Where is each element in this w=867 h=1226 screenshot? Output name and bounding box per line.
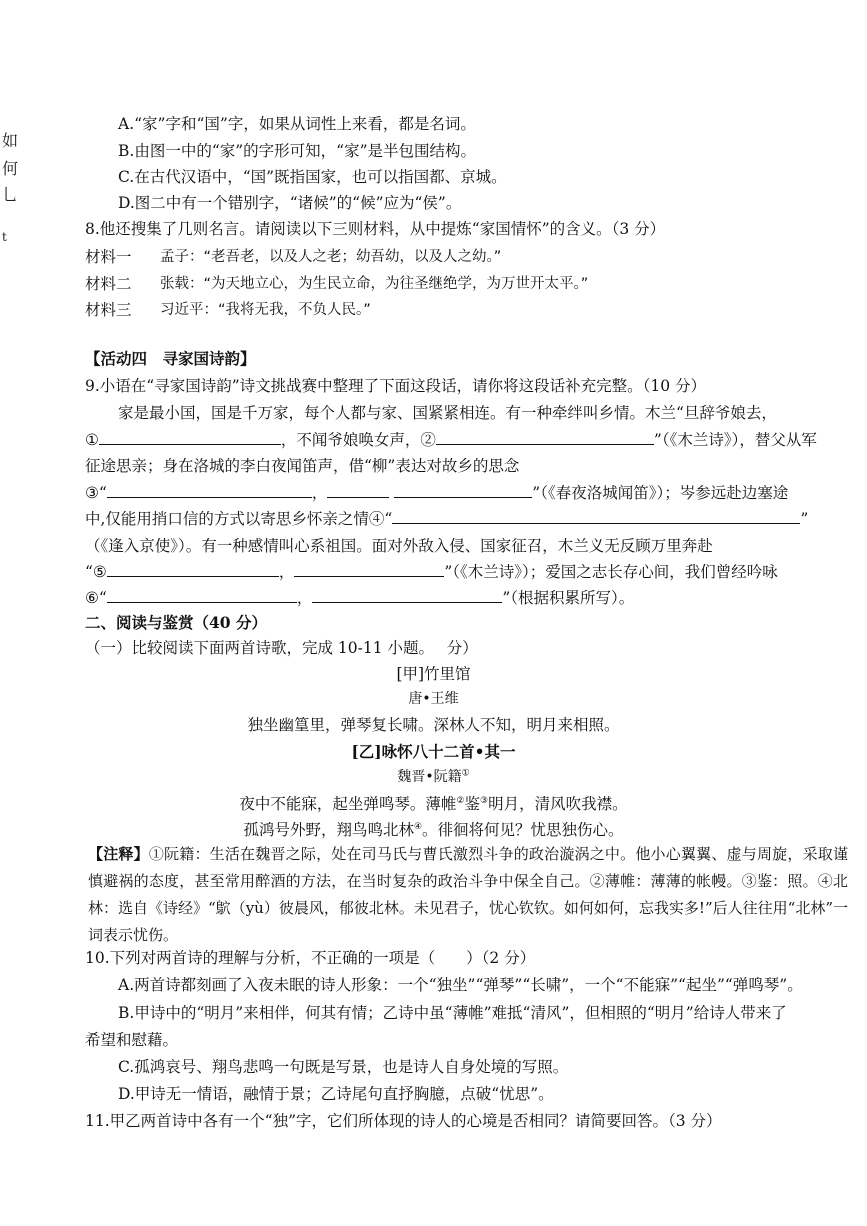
poem-text: 明月，清风吹我襟。 <box>488 795 628 813</box>
answer-blank[interactable] <box>312 588 502 603</box>
poem-b-line-1 <box>0 792 867 814</box>
notes-text: ①阮籍：生活在魏晋之际，处在司马氏与曹氏激烈斗争的政治漩涡之中。他小心翼翼、虚与周旋，采取谨慎避祸的态度，甚至常用醉酒的方法，在当时复杂的政治斗争中保全自己。②薄帷：薄薄的帐幔。③鉴：照。④北林：选自《诗经》“鴥（yù）彼晨风，郁彼北林。未见君子，忧心钦钦。如何如何，忘我实多!”后人往往用“北林”一词表示忧伤。 <box>88 845 848 944</box>
poem-a-text: 独坐幽篁里，弹琴复长啸。深林人不知，明月来相照。 <box>247 716 620 734</box>
q9-line-8 <box>85 586 634 608</box>
q9-text: ， <box>311 484 328 502</box>
q9-line-4 <box>85 481 788 503</box>
q9-text: ”（《春夜洛城闻笛》）；岑参远赴边塞途 <box>532 484 789 502</box>
q10-option-b-cont: 希望和慰藉。 <box>85 1031 179 1049</box>
margin-char: 何 <box>2 159 19 178</box>
answer-blank[interactable] <box>107 588 297 603</box>
q10-option-d: D.甲诗无一情语，融情于景；乙诗尾句直抒胸臆，点破“忧思”。 <box>118 1085 554 1103</box>
poem-b-author-name: 魏晋•阮籍 <box>397 769 462 785</box>
margin-char: 如 <box>2 131 19 150</box>
q8-stem: 8.他还搜集了几则名言。请阅读以下三则材料，从中提炼“家国情怀”的含义。（3 分） <box>85 220 666 238</box>
q9-text: ， <box>296 589 313 607</box>
answer-blank[interactable] <box>294 562 444 577</box>
q9-mark: ① <box>85 431 99 449</box>
q10-option-c: C.孤鸿哀号、翔鸟悲鸣一句既是写景，也是诗人自身处境的写照。 <box>118 1058 569 1076</box>
answer-blank[interactable] <box>99 430 281 445</box>
q11-stem: 11.甲乙两首诗中各有一个“独”字，它们所体现的诗人的心境是否相同？请简要回答。（3 分） <box>85 1112 722 1130</box>
answer-blank[interactable] <box>436 430 654 445</box>
notes-label: 【注释】 <box>88 845 149 863</box>
q9-line-2 <box>85 428 817 450</box>
q7-option-d: D.图二中有一个错别字，“诸候”的“候”应为“侯”。 <box>118 194 462 212</box>
poem-b-author <box>0 766 867 786</box>
q9-line-5 <box>85 507 808 529</box>
footnote-mark: ② <box>456 795 465 806</box>
poem-text: 。徘徊将何见？忧思独伤心。 <box>422 821 624 839</box>
material-label: 材料二 <box>85 275 132 293</box>
poem-b-line-2 <box>0 818 867 840</box>
part-stem: （一）比较阅读下面两首诗歌，完成 10-11 小题。 分） <box>85 639 478 657</box>
q7-option-b: B.由图一中的“家”的字形可知，“家”是半包围结构。 <box>118 142 477 160</box>
q9-text: ”（《木兰诗》），替父从军 <box>653 431 817 449</box>
q7-option-a: A.“家”字和“国”字，如果从词性上来看，都是名词。 <box>118 115 476 133</box>
material-label: 材料一 <box>85 248 132 266</box>
notes <box>88 841 848 949</box>
poem-text: 夜中不能寐，起坐弹鸣琴。薄帷 <box>239 795 457 813</box>
q9-mark: “⑤ <box>85 563 107 581</box>
margin-char: t <box>2 230 7 244</box>
poem-a-author: 唐•王维 <box>408 691 459 707</box>
footnote-mark: ④ <box>413 821 423 832</box>
material-text: 张载：“为天地立心，为生民立命，为往圣继绝学，为万世开太平。” <box>160 276 589 292</box>
q9-line-1: 家是最小国，国是千万家，每个人都与家、国紧紧相连。有一种牵绊叫乡情。木兰“旦辞爷娘去， <box>118 404 777 422</box>
q10-option-a: A.两首诗都刻画了入夜未眠的诗人形象：一个“独坐”“弹琴”“长啸”，一个“不能寐”“起坐”“弹鸣琴”。 <box>118 976 803 994</box>
answer-blank[interactable] <box>392 509 800 524</box>
section-title: 二、阅读与鉴赏（40 分） <box>85 613 267 632</box>
q9-text: ， <box>278 563 295 581</box>
q9-mark: ⑥“ <box>85 589 107 607</box>
q9-line-7 <box>85 560 778 582</box>
q9-mark: ③“ <box>85 484 107 502</box>
answer-blank[interactable] <box>107 483 312 498</box>
poem-text: 孤鸿号外野，翔鸟鸣北林 <box>243 821 414 839</box>
activity-title: 【活动四 寻家国诗韵】 <box>85 349 256 368</box>
q9-stem: 9.小语在“寻家国诗韵”诗文挑战赛中整理了下面这段话，请你将这段话补充完整。（10 分） <box>85 377 707 395</box>
material-text: 习近平：“我将无我，不负人民。” <box>160 302 371 318</box>
q9-line-6: （《逢入京使》）。有一种感情叫心系祖国。面对外敌入侵、国家征召，木兰义无反顾万里奔赴 <box>85 537 713 555</box>
q10-stem: 10.下列对两首诗的理解与分析，不正确的一项是（ ）（2 分） <box>85 949 536 967</box>
material-text: 孟子：“老吾老，以及人之老；幼吾幼，以及人之幼。” <box>160 249 502 265</box>
q9-text: ，不闻爷娘唤女声，② <box>280 431 436 449</box>
poem-a-title: [甲]竹里馆 <box>396 665 471 683</box>
margin-char: 乚 <box>2 185 19 204</box>
q7-option-c: C.在古代汉语中，“国”既指国家，也可以指国都、京城。 <box>118 168 507 186</box>
q9-text: 中,仅能用捎口信的方式以寄思乡怀亲之情④“ <box>85 510 393 528</box>
answer-blank[interactable] <box>107 562 279 577</box>
q9-text: ”（根据积累所写）。 <box>502 589 635 607</box>
poem-text: 鉴 <box>464 795 480 813</box>
q9-text: ”（《木兰诗》）；爱国之志长存心间，我们曾经吟咏 <box>444 563 778 581</box>
answer-blank[interactable] <box>327 483 389 498</box>
footnote-mark: ① <box>461 768 470 779</box>
q10-option-b: B.甲诗中的“明月”来相伴，何其有情；乙诗中虽“薄帷”难抵“清风”，但相照的“明月”给诗人带来了 <box>118 1004 787 1022</box>
q9-text: ” <box>800 510 809 528</box>
material-label: 材料三 <box>85 301 132 319</box>
q9-line-3: 征途思亲；身在洛城的李白夜闻笛声，借“柳”表达对故乡的思念 <box>85 457 520 475</box>
footnote-mark: ③ <box>480 795 489 806</box>
answer-blank[interactable] <box>394 483 532 498</box>
poem-b-title: [乙]咏怀八十二首•其一 <box>351 742 516 761</box>
